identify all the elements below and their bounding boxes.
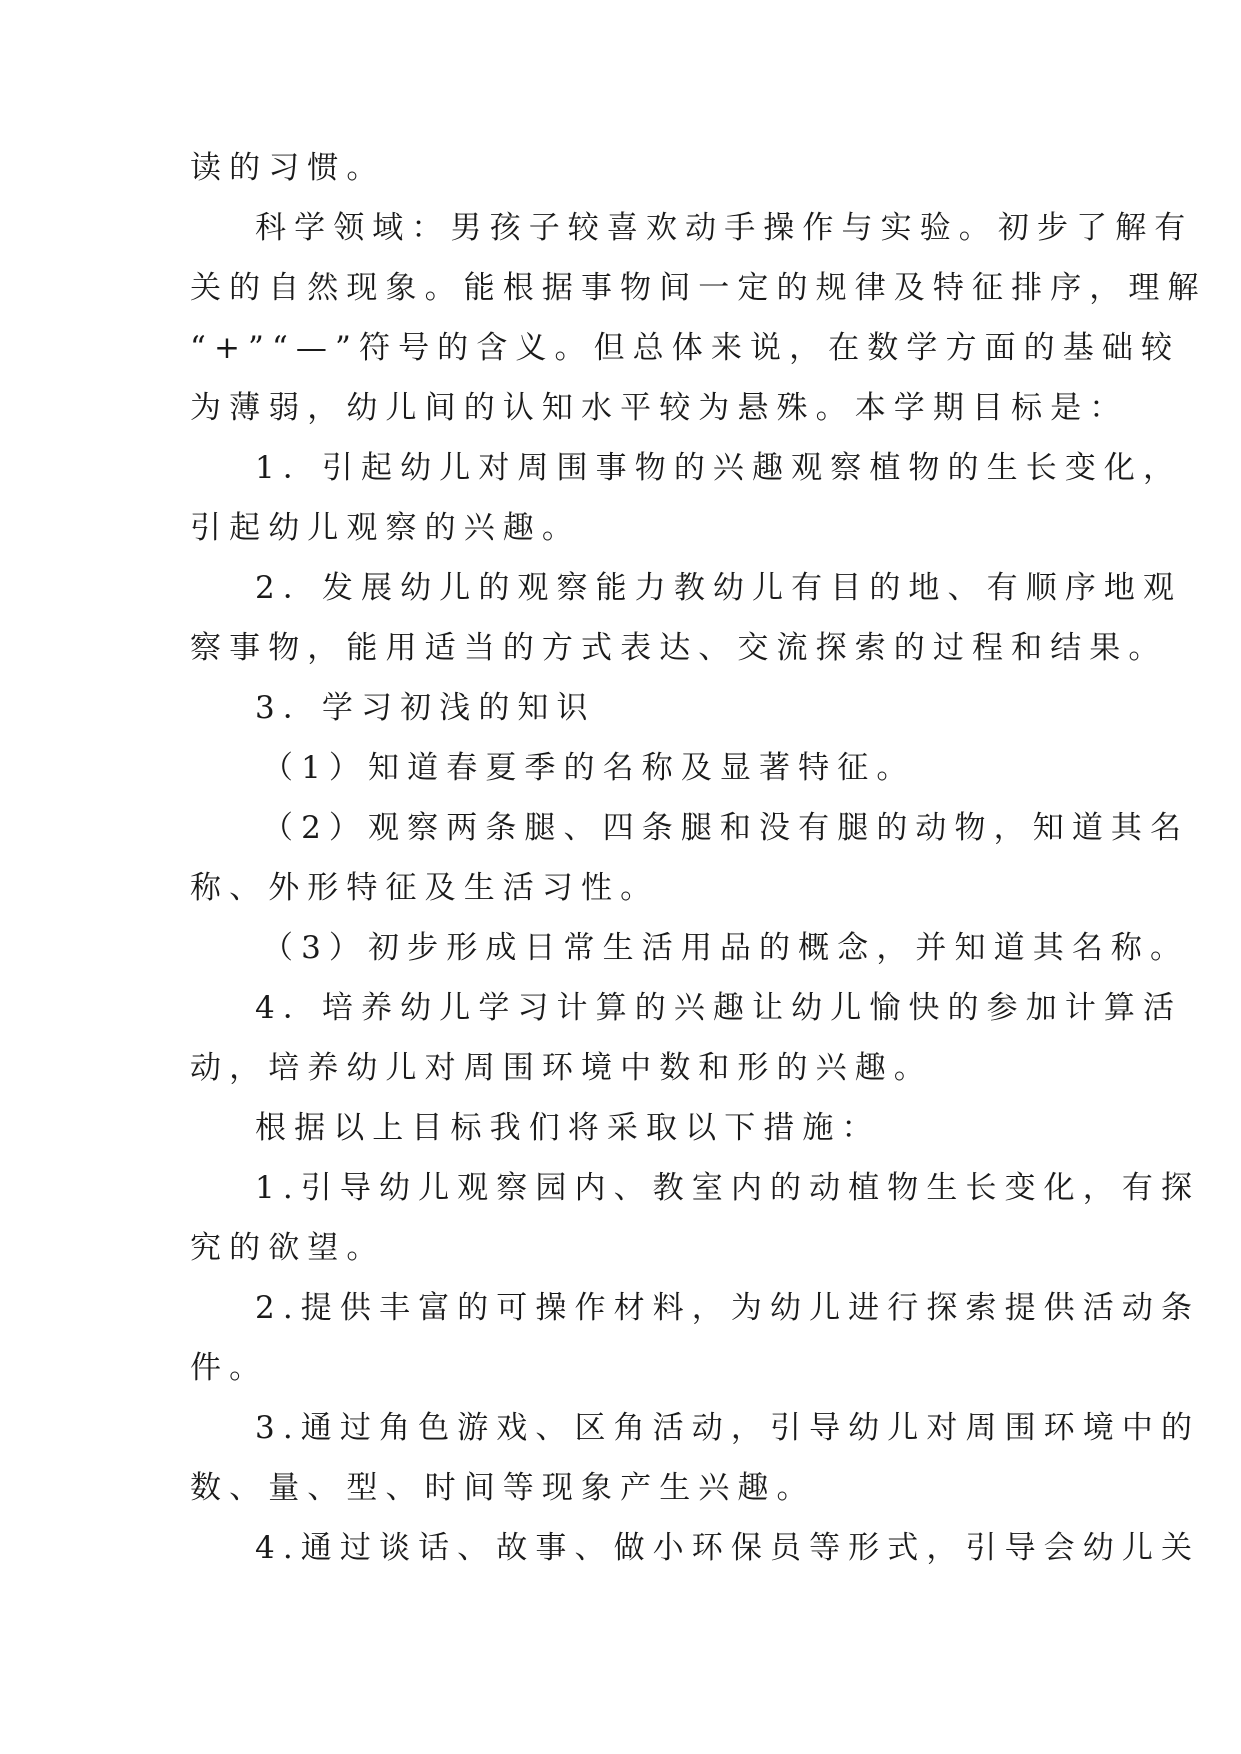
paragraph-line: 数、量、型、时间等现象产生兴趣。	[190, 1470, 816, 1506]
paragraph-line: 关的自然现象。能根据事物间一定的规律及特征排序，理解	[190, 270, 1207, 306]
paragraph-line: 件。	[190, 1350, 269, 1386]
paragraph-line: 2．发展幼儿的观察能力教幼儿有目的地、有顺序地观	[255, 570, 1183, 606]
paragraph-line: 察事物，能用适当的方式表达、交流探索的过程和结果。	[190, 630, 1168, 666]
paragraph-line: 为薄弱，幼儿间的认知水平较为悬殊。本学期目标是：	[190, 390, 1129, 426]
paragraph-line: 2.提供丰富的可操作材料，为幼儿进行探索提供活动条	[255, 1290, 1201, 1326]
paragraph-line: 读的习惯。	[190, 150, 386, 186]
paragraph-line: 科学领域：男孩子较喜欢动手操作与实验。初步了解有	[255, 210, 1194, 246]
paragraph-line: 3.通过角色游戏、区角活动，引导幼儿对周围环境中的	[255, 1410, 1201, 1446]
paragraph-line: 4.通过谈话、故事、做小环保员等形式，引导会幼儿关	[255, 1530, 1201, 1566]
paragraph-line: （3）初步形成日常生活用品的概念，并知道其名称。	[262, 930, 1190, 966]
paragraph-line: “+”“—”符号的含义。但总体来说，在数学方面的基础较	[190, 330, 1181, 366]
paragraph-line: （2）观察两条腿、四条腿和没有腿的动物，知道其名	[262, 810, 1190, 846]
paragraph-line: 根据以上目标我们将采取以下措施：	[255, 1110, 881, 1146]
paragraph-line: 1.引导幼儿观察园内、教室内的动植物生长变化，有探	[255, 1170, 1201, 1206]
paragraph-line: 究的欲望。	[190, 1230, 386, 1266]
paragraph-line: 称、外形特征及生活习性。	[190, 870, 660, 906]
paragraph-line: 动，培养幼儿对周围环境中数和形的兴趣。	[190, 1050, 933, 1086]
paragraph-line: （1）知道春夏季的名称及显著特征。	[262, 750, 916, 786]
paragraph-line: 4．培养幼儿学习计算的兴趣让幼儿愉快的参加计算活	[255, 990, 1183, 1026]
paragraph-line: 1．引起幼儿对周围事物的兴趣观察植物的生长变化，	[255, 450, 1183, 486]
paragraph-line: 引起幼儿观察的兴趣。	[190, 510, 581, 546]
paragraph-line: 3．学习初浅的知识	[255, 690, 596, 726]
